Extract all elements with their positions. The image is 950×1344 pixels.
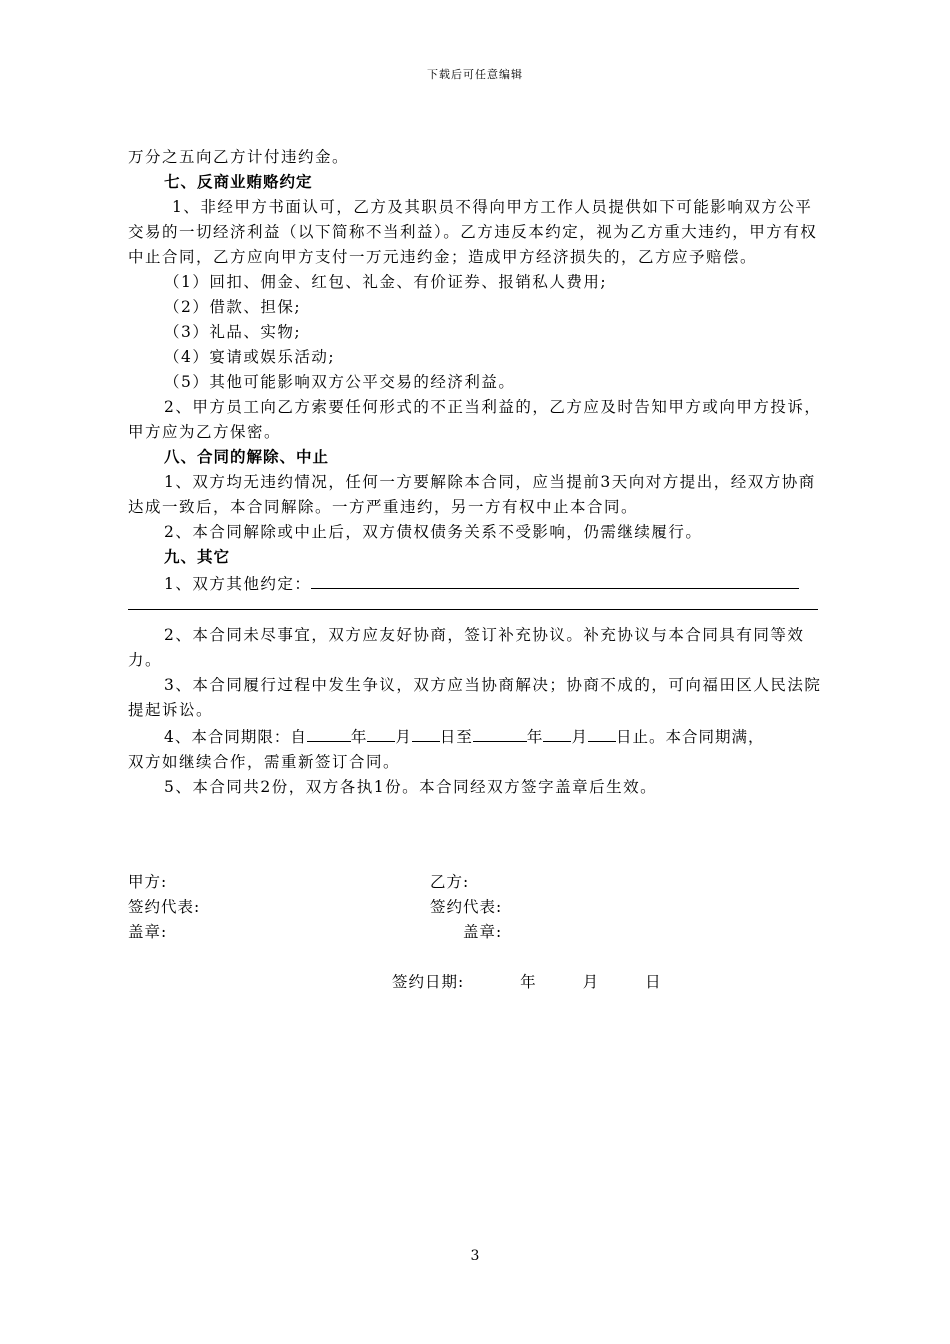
party-b-seal-label: 盖章: <box>463 923 503 941</box>
term-prefix: 4、本合同期限：自 <box>164 728 307 746</box>
page-number: 3 <box>470 1248 480 1264</box>
other-agreement-blank-line[interactable] <box>128 597 818 610</box>
term-start-month-blank[interactable] <box>367 723 395 742</box>
party-a-block <box>128 870 200 945</box>
signing-date <box>392 970 662 992</box>
party-b-block <box>430 870 502 945</box>
party-b-label: 乙方: <box>430 873 470 891</box>
section9-clause1 <box>128 570 828 597</box>
page-header-note: 下载后可任意编辑 <box>427 68 523 81</box>
signing-year: 年 <box>520 973 537 991</box>
term-end-day-blank[interactable] <box>588 723 616 742</box>
term-end-month-blank[interactable] <box>543 723 571 742</box>
term-end-year-label: 年 <box>526 728 544 746</box>
signing-month: 月 <box>582 973 600 991</box>
party-a-seal-label: 盖章: <box>128 923 168 941</box>
other-agreement-blank[interactable] <box>311 570 799 589</box>
section7-item-2: （2）借款、担保; <box>164 298 302 316</box>
section7-clause2: 2、甲方员工向乙方索要任何形式的不正当利益的，乙方应及时告知甲方或向甲方投诉，甲方应为乙方保密。 <box>128 398 822 441</box>
section7-title: 七、反商业贿赂约定 <box>164 173 313 191</box>
section7-item-3: （3）礼品、实物; <box>164 323 302 341</box>
section7-lead: 万分之五向乙方计付违约金。 <box>128 148 350 166</box>
party-a-label: 甲方: <box>128 873 168 891</box>
term-end-year-blank[interactable] <box>473 723 527 742</box>
signing-date-label: 签约日期: <box>392 973 465 991</box>
term-end-month-label: 月 <box>571 728 588 746</box>
party-a-rep-label: 签约代表: <box>128 898 201 916</box>
section8-clause1: 1、双方均无违约情况，任何一方要解除本合同，应当提前3天向对方提出，经双方协商达成一致后，本合同解除。一方严重违约，另一方有权中止本合同。 <box>128 473 816 516</box>
section7-item-4: （4）宴请或娱乐活动; <box>164 348 336 366</box>
section9-clause5: 5、本合同共2份，双方各执1份。本合同经双方签字盖章后生效。 <box>164 778 658 796</box>
term-year-label: 年 <box>350 728 368 746</box>
section8-title: 八、合同的解除、中止 <box>164 448 330 466</box>
section8-clause2: 2、本合同解除或中止后，双方债权债务关系不受影响，仍需继续履行。 <box>164 523 703 541</box>
term-start-year-blank[interactable] <box>307 723 351 742</box>
section9-clause3: 3、本合同履行过程中发生争议，双方应当协商解决；协商不成的，可向福田区人民法院提起诉讼。 <box>128 676 822 719</box>
other-agreement-label: 1、双方其他约定： <box>164 575 312 593</box>
section7-clause1: 1、非经甲方书面认可，乙方及其职员不得向甲方工作人员提供如下可能影响双方公平交易的一切经济利益（以下简称不当利益）。乙方违反本约定，视为乙方重大违约，甲方有权中止合同，乙方应向甲方支付一万元违约金；造成甲方经济损失的，乙方应予赔偿。 <box>128 198 818 266</box>
section7-item-5: （5）其他可能影响双方公平交易的经济利益。 <box>164 373 516 391</box>
term-month-label: 月 <box>395 728 412 746</box>
party-b-rep-label: 签约代表: <box>430 898 503 916</box>
signing-day: 日 <box>645 973 662 991</box>
section9-clause2: 2、本合同未尽事宜，双方应友好协商，签订补充协议。补充协议与本合同具有同等效力。 <box>128 626 805 669</box>
section9-clause4 <box>128 723 828 750</box>
section9-clause4-cont: 双方如继续合作，需重新签订合同。 <box>128 753 401 771</box>
section7-item-1: （1）回扣、佣金、红包、礼金、有价证券、报销私人费用; <box>164 273 608 291</box>
term-start-day-blank[interactable] <box>412 723 440 742</box>
contract-body <box>128 145 828 800</box>
term-end-label: 日止。本合同期满， <box>615 728 765 746</box>
section9-title: 九、其它 <box>164 548 231 566</box>
term-day-label: 日至 <box>439 728 473 746</box>
